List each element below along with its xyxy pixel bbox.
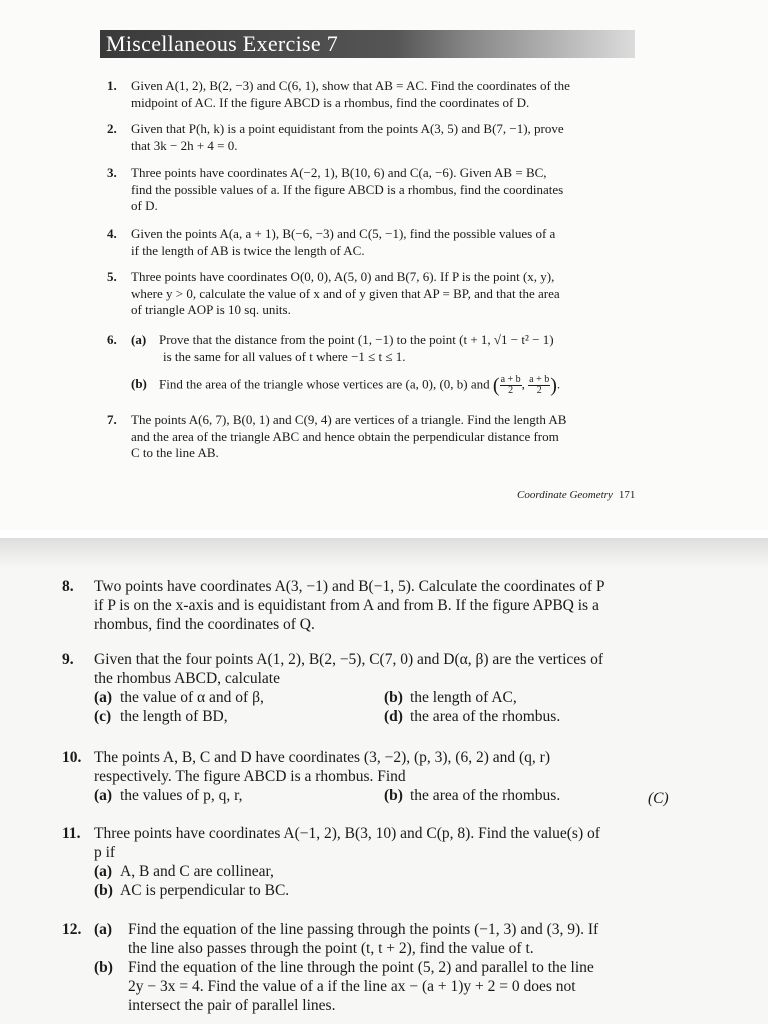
part-text: the area of the rhombus. (410, 787, 561, 804)
part-text: the value of α and of β, (120, 689, 264, 706)
part-text: the length of AC, (410, 689, 517, 706)
question-line: Given A(1, 2), B(2, −3) and C(6, 1), show that AB = AC. Find the coordinates of the (131, 78, 570, 93)
question-number: 5. (107, 269, 117, 284)
question-line: Two points have coordinates A(3, −1) and B(−1, 5). Calculate the coordinates of P (94, 578, 605, 595)
part-text: the length of BD, (120, 708, 228, 725)
question-number: 10. (62, 749, 82, 766)
part-label: (b) (131, 376, 147, 392)
question-line: The points A, B, C and D have coordinates (3, −2), (p, 3), (6, 2) and (q, r) (94, 749, 550, 766)
question-number: 4. (107, 226, 117, 241)
question-number: 6. (107, 332, 117, 347)
question-line: Prove that the distance from the point (1, −1) to the point (t + 1, √1 − t² − 1) (159, 332, 554, 347)
question-number: 2. (107, 121, 117, 136)
question-line: C to the line AB. (131, 445, 219, 460)
part-text: the values of p, q, r, (120, 787, 243, 804)
question-number: 8. (62, 578, 74, 595)
question-number: 9. (62, 651, 74, 668)
question-line: if the length of AB is twice the length of AC. (131, 242, 365, 258)
question-number: 3. (107, 165, 117, 180)
question-line: rhombus, find the coordinates of Q. (94, 616, 315, 633)
question-number: 7. (107, 412, 117, 427)
page-fold-shadow (0, 538, 768, 568)
question-line: Given that P(h, k) is a point equidistant from the points A(3, 5) and B(7, −1), prove (131, 121, 564, 136)
source-tag: (C) (648, 790, 669, 807)
part-label: (b) (384, 787, 403, 804)
part-label: (b) (94, 959, 113, 976)
part-label: (c) (94, 708, 112, 725)
question-number: 11. (62, 825, 81, 842)
part-label: (a) (94, 689, 113, 706)
page-footer (517, 489, 635, 501)
question-number: 12. (62, 921, 82, 938)
question-line: the rhombus ABCD, calculate (94, 670, 280, 687)
part-label: (a) (94, 787, 113, 804)
question-line: the line also passes through the point (t, t + 2), find the value of t. (128, 940, 534, 957)
question-line: if P is on the x-axis and is equidistant from A and from B. If the figure APBQ is a (94, 597, 599, 614)
question-line: 2y − 3x = 4. Find the value of a if the line ax − (a + 1)y + 2 = 0 does not (128, 978, 576, 995)
fraction: $\frac{a + b}{2}$ (500, 374, 521, 396)
part-label: (a) (131, 332, 147, 347)
question-line: Given the points A(a, a + 1), B(−6, −3) and C(5, −1), find the possible values of a (131, 226, 556, 241)
part-label: (b) (384, 689, 403, 706)
question-line: midpoint of AC. If the figure ABCD is a rhombus, find the coordinates of D. (131, 94, 530, 110)
question-line: p if (94, 844, 116, 861)
exercise-title: Miscellaneous Exercise 7 (106, 31, 339, 56)
question-line: Find the equation of the line passing through the points (−1, 3) and (3, 9). If (128, 921, 599, 938)
part-text: AC is perpendicular to BC. (120, 882, 290, 899)
question-line: Find the equation of the line through the point (5, 2) and parallel to the line (128, 959, 594, 976)
question-line: Three points have coordinates O(0, 0), A(5, 0) and B(7, 6). If P is the point (x, y), (131, 269, 555, 284)
question-line: The points A(6, 7), B(0, 1) and C(9, 4) are vertices of a triangle. Find the length AB (131, 412, 567, 427)
question-line: of triangle AOP is 10 sq. units. (131, 302, 291, 317)
question-line: find the possible values of a. If the figure ABCD is a rhombus, find the coordinates (131, 181, 564, 197)
page-number: 171 (618, 489, 636, 501)
question-line: where y > 0, calculate the value of x and of y given that AP = BP, and that the area (131, 285, 560, 301)
question-number: 1. (107, 78, 117, 93)
part-text: the area of the rhombus. (410, 708, 561, 725)
paren-open: ( (492, 374, 500, 397)
part-text: A, B and C are collinear, (120, 863, 274, 880)
question-line: respectively. The figure ABCD is a rhombus. Find (94, 768, 406, 785)
part-label: (b) (94, 882, 113, 899)
part-label: (d) (384, 708, 403, 725)
question-line: Three points have coordinates A(−2, 1), B(10, 6) and C(a, −6). Given AB = BC, (131, 165, 547, 180)
question-line: and the area of the triangle ABC and hence obtain the perpendicular distance from (131, 428, 559, 444)
question-line: of D. (131, 198, 158, 213)
question-line: that 3k − 2h + 4 = 0. (131, 137, 238, 153)
question-line: intersect the pair of parallel lines. (128, 997, 336, 1014)
paren-close: ) (550, 374, 557, 397)
part-label: (a) (94, 863, 113, 880)
footer-section: Coordinate Geometry (517, 489, 613, 501)
fraction: $\frac{a + b}{2}$ (529, 374, 550, 396)
part-label: (a) (94, 921, 113, 938)
question-line: Given that the four points A(1, 2), B(2, −5), C(7, 0) and D(α, β) are the vertices of (94, 651, 603, 668)
question-line: is the same for all values of t where −1 ≤ t ≤ 1. (163, 348, 406, 364)
question-line: Find the area of the triangle whose vertices are (a, 0), (0, b) and (159, 376, 490, 392)
question-line: Three points have coordinates A(−1, 2), B(3, 10) and C(p, 8). Find the value(s) of (94, 825, 600, 842)
